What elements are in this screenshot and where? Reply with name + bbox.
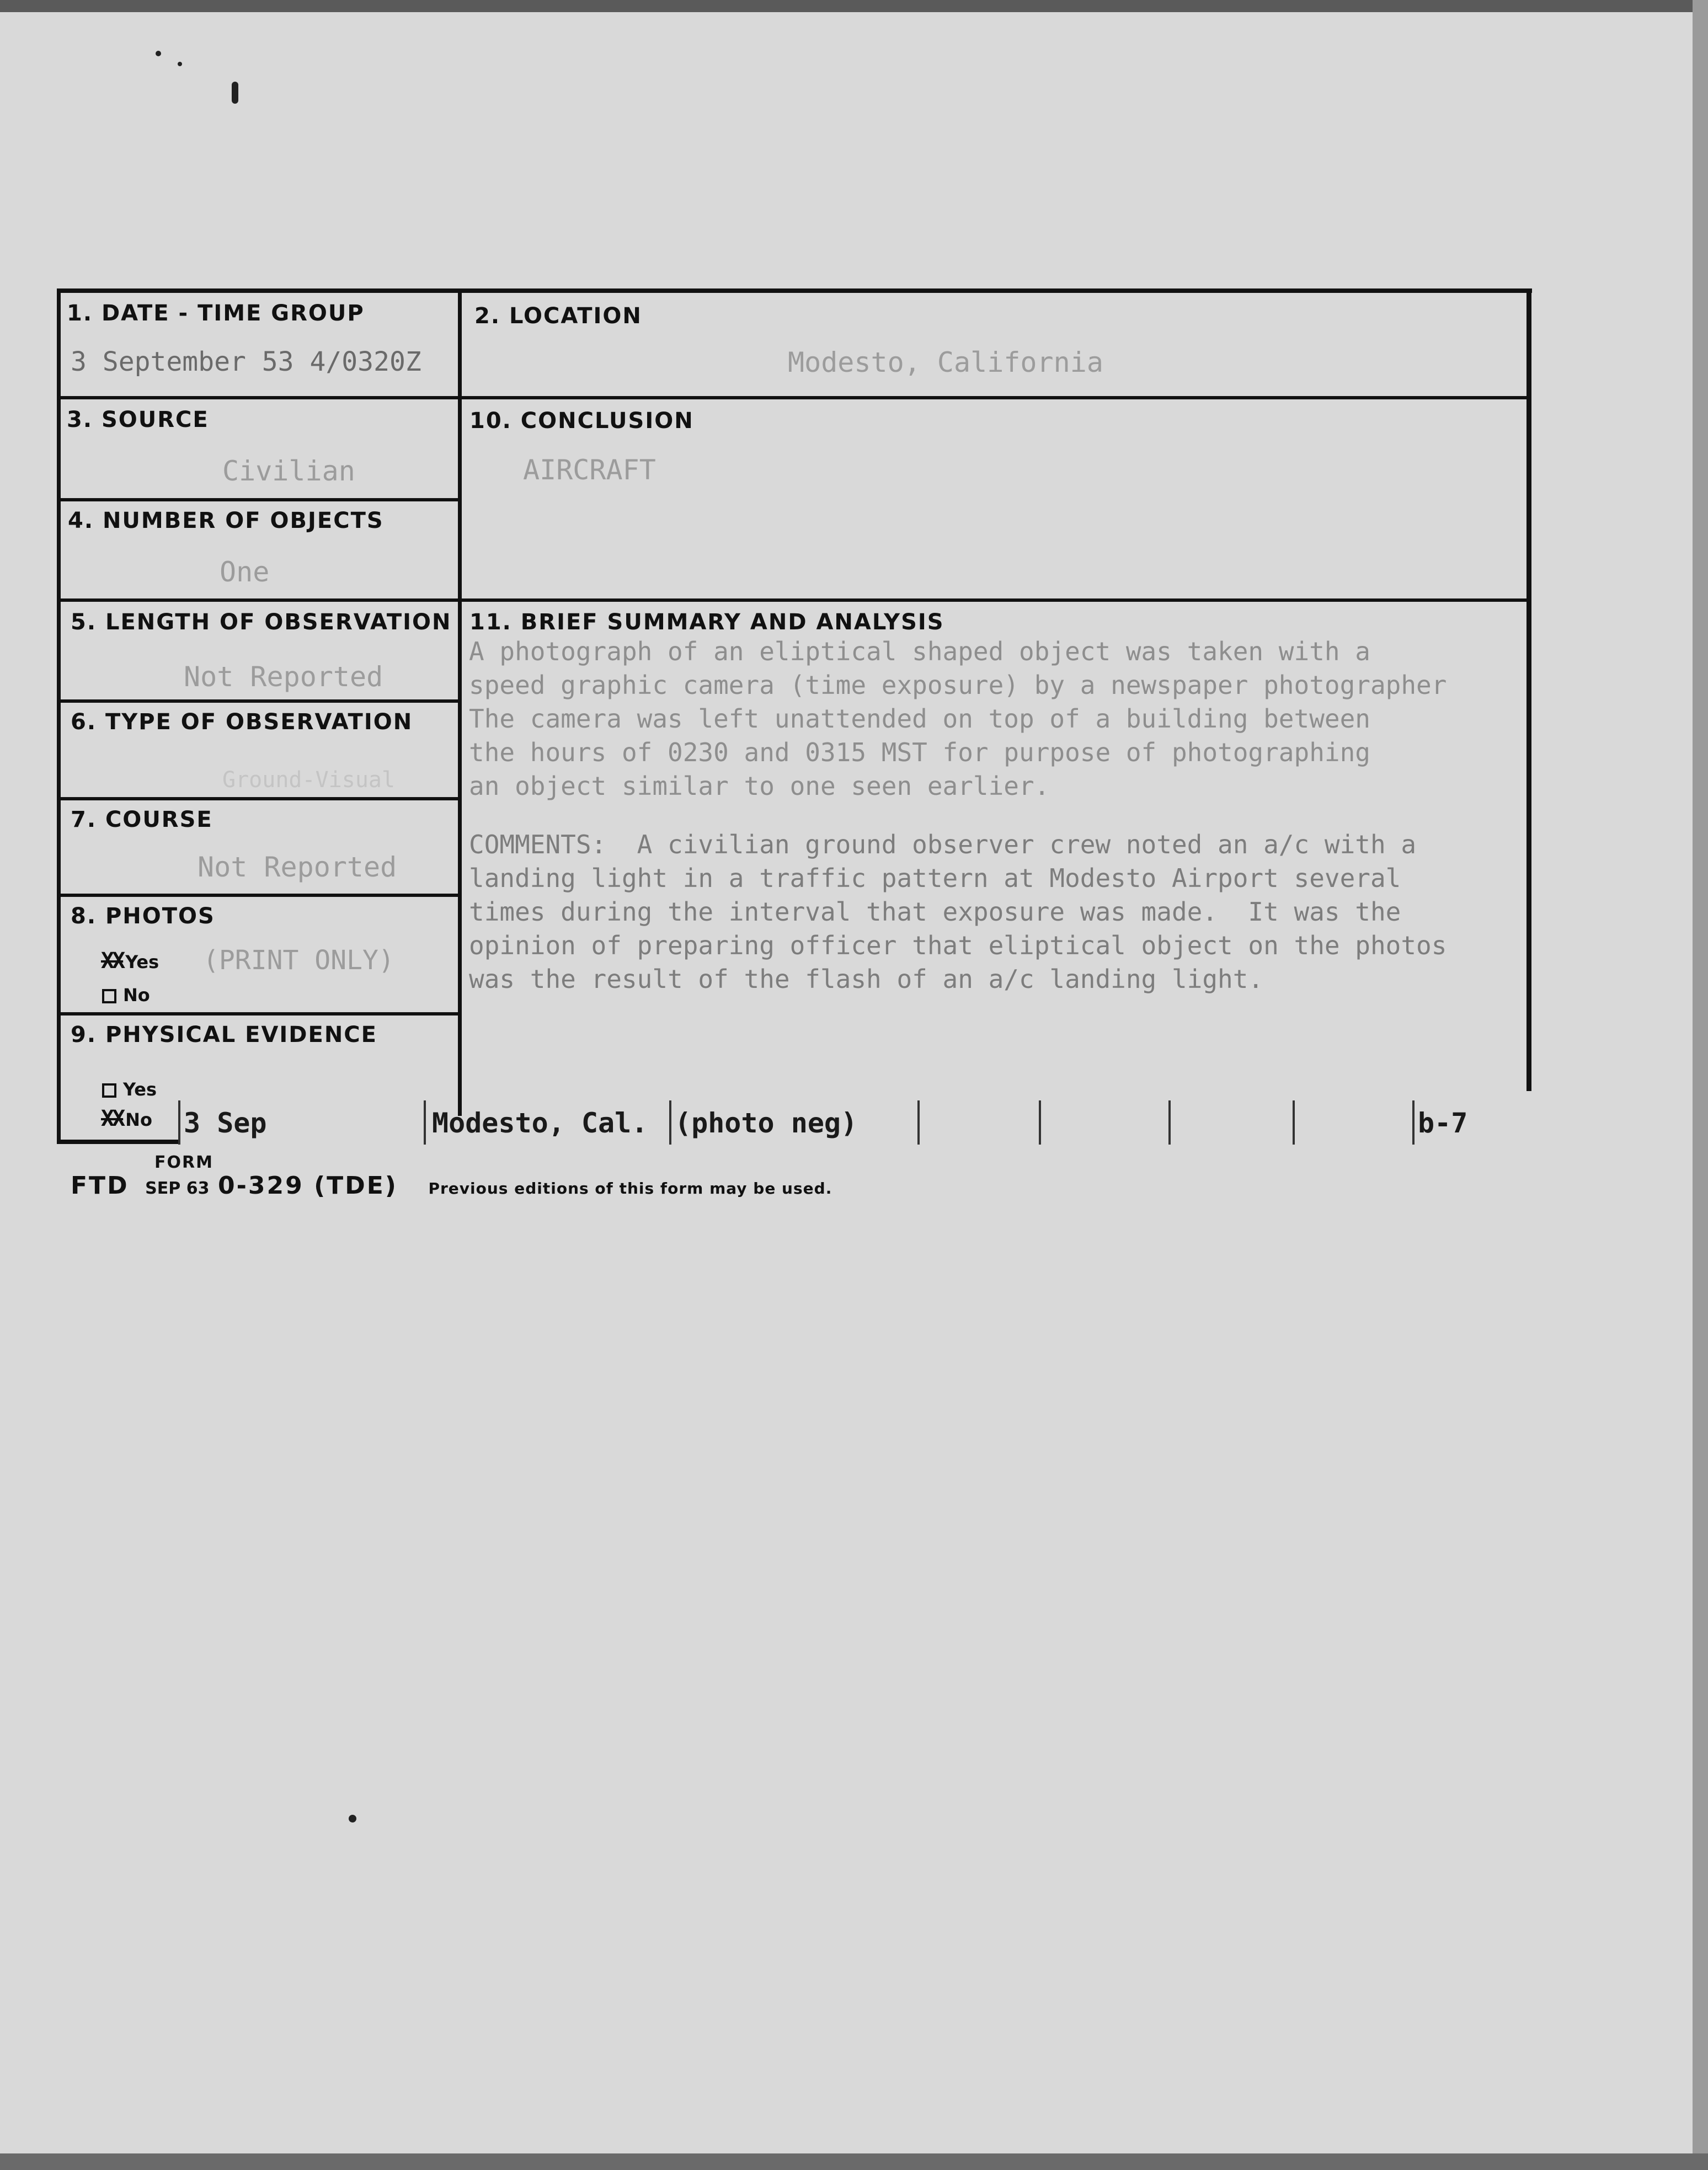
footer-note: Previous editions of this form may be used.: [428, 1179, 832, 1198]
index-divider: [1412, 1100, 1415, 1145]
scan-edge-right: [1693, 0, 1708, 2170]
physical-evidence-no-label: No: [125, 1109, 152, 1130]
scan-speck: [349, 1815, 356, 1822]
photos-no-checkbox[interactable]: [102, 989, 116, 1003]
type-of-observation-value: Ground-Visual: [222, 767, 396, 793]
physical-evidence-yes-checkbox[interactable]: [102, 1083, 116, 1098]
form-border: [57, 1140, 178, 1144]
number-of-objects-value: One: [220, 556, 270, 588]
summary-comments: COMMENTS: A civilian ground observer crew noted an a/c with a landing light in a traffic pattern at Modesto Airport several times during the interval that exposure was made. It was the opinion of preparing officer that eliptical object on the photos was the result of the flash of an a/c landing light.: [469, 830, 1447, 994]
location-value: Modesto, California: [788, 346, 1103, 378]
physical-evidence-no-mark: XX: [101, 1106, 124, 1131]
footer: [71, 1172, 832, 1200]
scan-speck: [178, 62, 182, 66]
cell-divider: [57, 396, 1530, 399]
physical-evidence-yes-label: Yes: [123, 1079, 157, 1100]
form-border: [57, 288, 1532, 293]
cell-divider: [57, 498, 462, 501]
index-media: (photo neg): [675, 1107, 858, 1139]
physical-evidence-no-option[interactable]: [101, 1106, 152, 1131]
number-of-objects-label: 4. NUMBER OF OBJECTS: [68, 508, 384, 533]
scan-speck: [232, 82, 238, 104]
footer-form-word: FORM: [154, 1153, 214, 1172]
scan-edge-top: [0, 0, 1708, 12]
footer-date: SEP 63: [145, 1179, 210, 1198]
course-label: 7. COURSE: [71, 807, 213, 832]
scan-edge-bottom: [0, 2153, 1708, 2170]
index-divider: [917, 1100, 920, 1145]
length-of-observation-value: Not Reported: [184, 661, 383, 693]
length-of-observation-label: 5. LENGTH OF OBSERVATION: [71, 610, 452, 635]
photos-no-option[interactable]: [102, 985, 150, 1006]
photos-label: 8. PHOTOS: [71, 904, 215, 929]
index-divider: [1293, 1100, 1295, 1145]
project-card-form: [57, 288, 1530, 1143]
photos-note: (PRINT ONLY): [203, 945, 394, 976]
photos-yes-label: Yes: [125, 952, 159, 972]
date-time-group-value: 3 September 53 4/0320Z: [71, 346, 421, 377]
scan-speck: [156, 51, 161, 56]
type-of-observation-label: 6. TYPE OF OBSERVATION: [71, 709, 413, 735]
source-label: 3. SOURCE: [67, 407, 209, 432]
index-place: Modesto, Cal.: [432, 1107, 648, 1139]
index-divider: [1039, 1100, 1041, 1145]
index-divider: [178, 1100, 180, 1145]
form-border: [1526, 288, 1531, 1091]
source-value: Civilian: [222, 455, 355, 487]
index-divider: [1168, 1100, 1171, 1145]
photos-yes-mark: XX: [101, 948, 124, 974]
date-time-group-label: 1. DATE - TIME GROUP: [67, 301, 365, 326]
index-divider: [669, 1100, 671, 1145]
index-strip: [178, 1100, 1502, 1150]
cell-divider: [57, 1012, 462, 1015]
summary-text: A photograph of an eliptical shaped object was taken with a speed graphic camera (time exposure) by a newspaper photographer The camera was left unattended on top of a building between the hours of 0230 and 0315 MST for purpose of photographing an object similar to one seen earlier.: [469, 637, 1447, 801]
course-value: Not Reported: [198, 851, 397, 883]
physical-evidence-yes-option[interactable]: [102, 1079, 157, 1100]
photos-yes-option[interactable]: [101, 948, 159, 974]
conclusion-value: AIRCRAFT: [523, 454, 656, 486]
index-date: 3 Sep: [184, 1107, 267, 1139]
cell-divider: [57, 797, 462, 800]
physical-evidence-label: 9. PHYSICAL EVIDENCE: [71, 1022, 377, 1047]
photos-no-label: No: [123, 985, 150, 1006]
index-divider: [424, 1100, 426, 1145]
index-code: b-7: [1418, 1107, 1468, 1139]
location-label: 2. LOCATION: [474, 303, 642, 329]
summary-label: 11. BRIEF SUMMARY AND ANALYSIS: [469, 610, 944, 635]
cell-divider: [57, 894, 462, 897]
cell-divider: [57, 598, 1530, 602]
footer-org: FTD: [71, 1172, 129, 1200]
conclusion-label: 10. CONCLUSION: [469, 408, 694, 434]
footer-form-number: 0-329 (TDE): [218, 1172, 398, 1200]
cell-divider: [57, 699, 462, 703]
